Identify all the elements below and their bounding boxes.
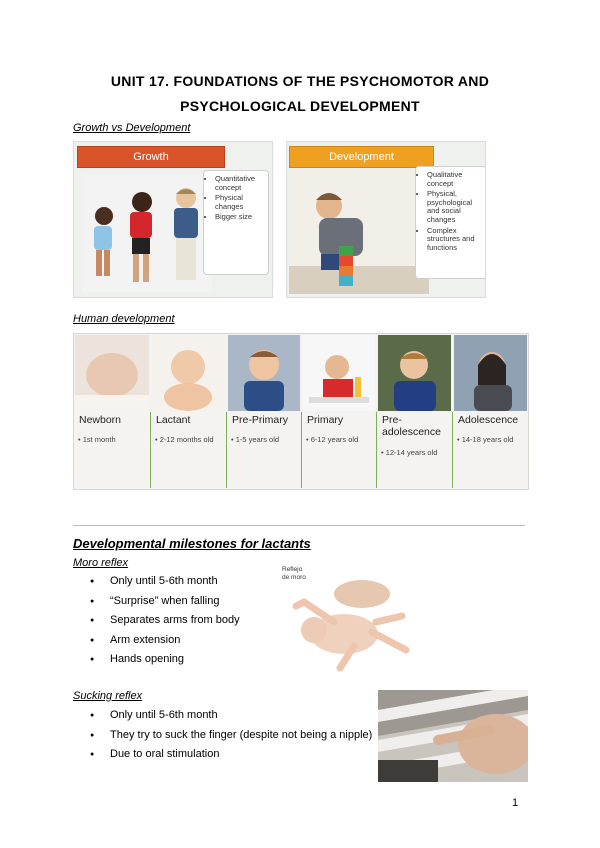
development-notes xyxy=(415,166,486,279)
lactant-photo xyxy=(152,335,225,411)
growth-panel xyxy=(73,141,273,298)
growth-vs-development-heading: Growth vs Development xyxy=(73,122,191,134)
moro-reflex-photo xyxy=(284,572,416,672)
page-title-line-1: UNIT 17. FOUNDATIONS OF THE PSYCHOMOTOR AND xyxy=(110,73,490,89)
stage-primary xyxy=(302,334,376,489)
list-item: ● Due to oral stimulation xyxy=(76,745,386,765)
stage-pre-adolescence xyxy=(377,334,452,489)
stage-name: Lactant xyxy=(156,414,191,426)
stage-adolescence xyxy=(453,334,528,489)
toddler-blocks-photo xyxy=(289,170,429,294)
newborn-photo xyxy=(75,335,149,411)
children-photo xyxy=(82,174,212,292)
growth-note-item: • Bigger size xyxy=(215,213,265,222)
stage-name: Pre-Primary xyxy=(232,414,289,426)
adolescence-photo xyxy=(454,335,527,411)
list-item: ● “Surprise” when falling xyxy=(76,592,286,612)
list-item: ● Only until 5-6th month xyxy=(76,706,386,726)
list-item: ● Arm extension xyxy=(76,631,286,651)
human-development-strip xyxy=(73,333,529,490)
development-note-item: • Physical, psychological and social changes xyxy=(427,190,483,224)
stage-lactant xyxy=(151,334,226,489)
development-header: Development xyxy=(289,146,434,168)
list-item: ● They try to suck the finger (despite not being a nipple) xyxy=(76,726,386,746)
moro-reflex-list xyxy=(76,572,286,670)
pre-primary-photo xyxy=(228,335,300,411)
caption-line: Reflejo xyxy=(282,566,303,573)
stage-description: • 1-5 years old xyxy=(231,435,280,444)
stage-name: Newborn xyxy=(79,414,122,426)
stage-description: • 6-12 years old xyxy=(306,435,359,444)
section-divider xyxy=(73,525,525,526)
stage-description: • 12-14 years old xyxy=(381,448,438,457)
stage-name: Adolescence xyxy=(458,414,519,426)
sucking-reflex-list xyxy=(76,706,386,765)
sucking-reflex-heading: Sucking reflex xyxy=(73,690,143,702)
development-note-item: • Qualitative concept xyxy=(427,171,483,188)
stage-description: • 2-12 months old xyxy=(155,435,214,444)
moro-reflex-heading: Moro reflex xyxy=(73,557,129,569)
list-item: ● Separates arms from body xyxy=(76,611,286,631)
stage-pre-primary xyxy=(227,334,301,489)
growth-note-item: • Quantitative concept xyxy=(215,175,265,192)
caption-line: de moro xyxy=(282,573,306,581)
primary-photo xyxy=(303,335,375,411)
list-item: ● Hands opening xyxy=(76,650,286,670)
stage-description: • 1st month xyxy=(78,435,116,444)
growth-note-item: • Physical changes xyxy=(215,194,265,211)
pre-adolescence-photo xyxy=(378,335,451,411)
moro-reflex-figure xyxy=(278,562,420,674)
stage-name: Pre-adolescence xyxy=(382,414,441,438)
stage-name: Primary xyxy=(307,414,344,426)
page-title-line-2: PSYCHOLOGICAL DEVELOPMENT xyxy=(180,98,420,114)
list-item: ● Only until 5-6th month xyxy=(76,572,286,592)
human-development-heading: Human development xyxy=(73,313,175,325)
stage-newborn xyxy=(74,334,150,489)
sucking-reflex-photo xyxy=(378,690,528,782)
growth-header: Growth xyxy=(77,146,225,168)
milestones-heading: Developmental milestones for lactants xyxy=(73,536,311,551)
development-note-item: • Complex structures and functions xyxy=(427,227,483,253)
development-panel xyxy=(286,141,486,298)
growth-notes xyxy=(203,170,269,275)
stage-description: • 14-18 years old xyxy=(457,435,514,444)
page-number: 1 xyxy=(512,797,519,809)
